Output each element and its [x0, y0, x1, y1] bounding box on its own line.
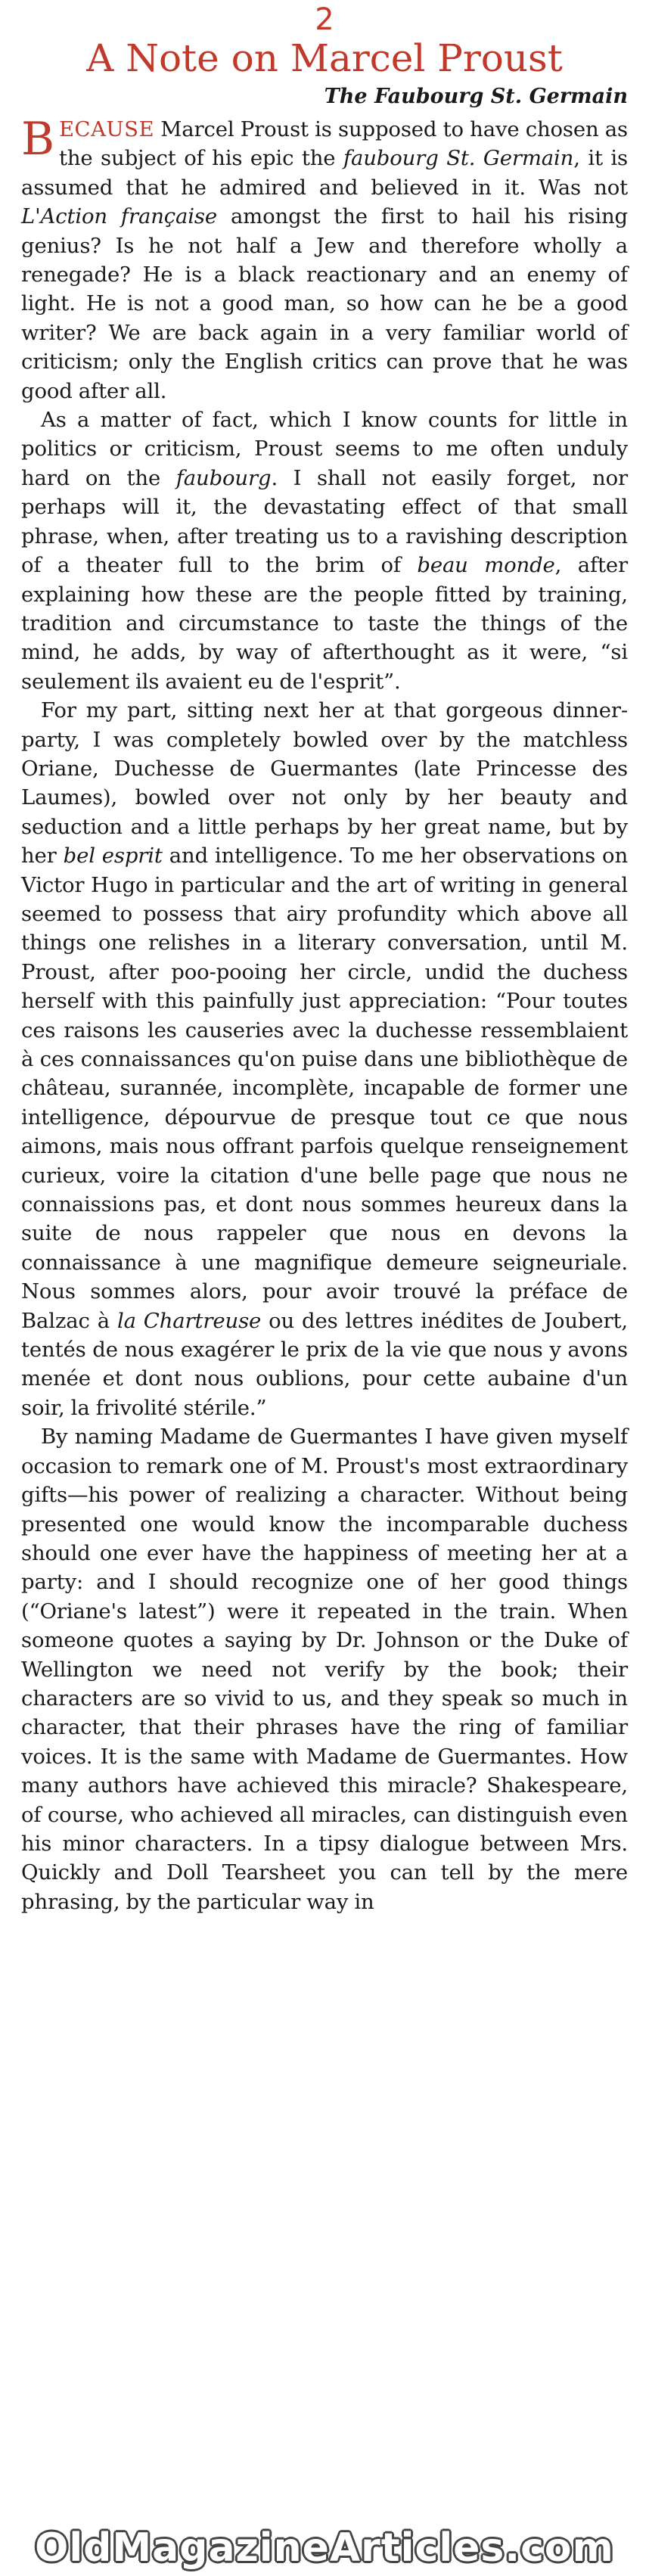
drop-cap: B [21, 113, 54, 166]
site-footer[interactable]: OldMagazineArticles.com [35, 2525, 614, 2571]
text-run: amongst the first to hail his rising genius? Is he not half a Jew and therefore wholly a renegade? He is a black reactionary and an enemy of light. He is not a good man, so how can he be a good writer? We are back again in a very familiar world of criticism; only the English critics can prove that he was good after all. [21, 204, 628, 403]
text-run: . I shall not easily forget, nor perhaps will it, the devastating effect of that small phrase, when, after treating us to a ravishing description of a theater full to the brim of [21, 465, 628, 578]
italic-run: L'Action française [21, 204, 217, 229]
article-title: A Note on Marcel Proust [86, 36, 563, 80]
article-subtitle: The Faubourg St. Germain [324, 85, 628, 108]
italic-run: faubourg [175, 465, 272, 490]
text-run: , after explaining how these are the people fitted by training, tradition and circumstance to taste the things of the mind, he adds, by way of afterthought as it were, “si seulement ils avaient eu de l'esprit”. [21, 553, 629, 694]
paragraph-4: By naming Madame de Guermantes I have given myself occasion to remark one of M. Proust's most extraordinary gifts—his power of realizing a character. Without being presented one would know the incomparable duchess should one ever have the happiness of meeting her at a party: and I should recognize one of her good things (“Oriane's latest”) were it repeated in the train. When someone quotes a saying by Dr. Johnson or the Duke of Wellington we need not verify by the book; their characters are so vivid to us, and they speak so much in character, that their phrases have the ring of familiar voices. It is the same with Madame de Guermantes. How many authors have achieved this miracle? Shakespeare, of course, who achieved all miracles, can distinguish even his minor characters. In a tipsy dialogue between Mrs. Quickly and Doll Tearsheet you can tell by the mere phrasing, by the particular way in [21, 1425, 628, 1914]
paragraph-1 [21, 115, 628, 406]
text-run: and intelligence. To me her observations on Victor Hugo in particular and the art of writing in general seemed to possess that airy profundity which above all things one relishes in a literary conversation, until M. Proust, after poo-pooing her circle, undid the duchess herself with this painfully just appreciation: “Pour toutes ces raisons les causeries avec la duchesse ressemblaient à ces connaissances qu'on puise dans une bibliothèque de château, surannée, incomplète, incapable de former une intelligence, dépourvue de presque tout ce que nous aimons, mais nous offrant parfois quelque renseignement curieux, voire la citation d'une belle page que nous ne connaissions pas, et dont nous sommes heureux dans la suite de nous rappeler que nous en devons la connaissance à une magnifique demeure seigneuriale. Nous sommes alors, pour avoir trouvé la préface de Balzac à [21, 844, 629, 1333]
page-number: 2 [315, 2, 334, 37]
paragraph-2 [21, 406, 628, 696]
italic-run: faubourg St. Germain [343, 146, 574, 171]
paragraph-3 [21, 696, 628, 1422]
opening-caps: ECAUSE [58, 117, 155, 141]
text-run: , it is assumed that he admired and believed in it. Was not [21, 146, 629, 200]
italic-run: bel esprit [63, 844, 163, 869]
text-run: For my part, sitting next her at that gorgeous dinner-party, I was completely bowled over by the matchless Oriane, Duchesse de Guermantes (late Princesse des Laumes), bowled over not only by her beauty and seduction and a little perhaps by her great name, but by her [21, 698, 628, 869]
text-run: ou des lettres inédites de Joubert, tentés de nous exagérer le prix de la vie que nous y avons menée et dont nous oublions, pour cette aubaine d'un soir, la frivolité stérile.” [21, 1308, 628, 1420]
article-body [21, 115, 628, 1916]
italic-run: la Chartreuse [116, 1308, 262, 1333]
text-run: Marcel Proust is supposed to have chosen as the subject of his epic the [58, 117, 628, 171]
italic-run: beau monde [417, 553, 555, 578]
text-run: As a matter of fact, which I know counts for little in politics or criticism, Proust seems to me often unduly hard on the [21, 408, 628, 490]
